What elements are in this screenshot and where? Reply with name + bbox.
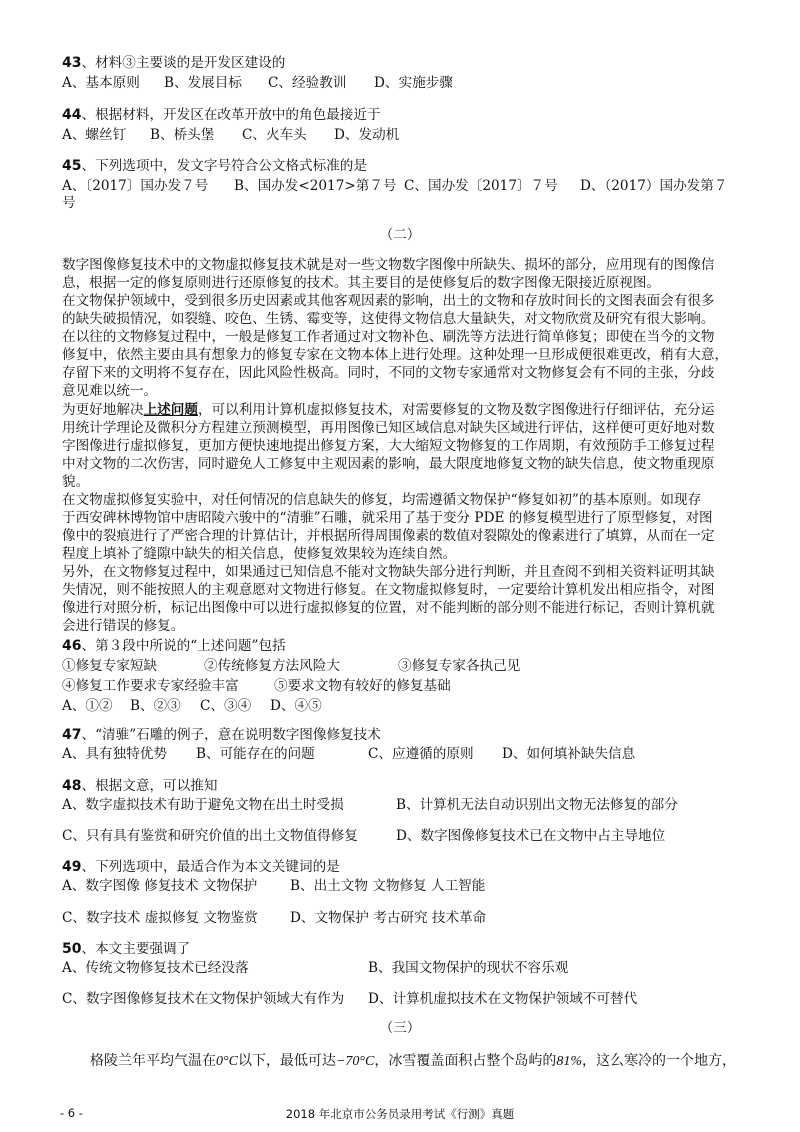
section-heading: （三） bbox=[379, 1020, 421, 1036]
option-c: C、数字技术 虚拟修复 文物鉴赏 bbox=[62, 910, 258, 926]
passage-line: 另外，在文物修复过程中，如果通过已知信息不能对文物缺失部分进行判断，并且查阅不到相关资料证明其缺 bbox=[62, 564, 715, 580]
text-run: ，可以利用计算机虚拟修复技术，对需要修复的文物及数字图像进行仔细评估，充分运 bbox=[197, 402, 715, 418]
question-44-options bbox=[62, 127, 400, 144]
question-46-items-row-2 bbox=[62, 678, 451, 695]
question-text: 、“清骓”石雕的例子，意在说明数字图像修复技术 bbox=[81, 727, 381, 743]
footer-title: 2018 年北京市公务员录用考试《行测》真题 bbox=[285, 1107, 515, 1121]
option-d: D、如何填补缺失信息 bbox=[502, 746, 636, 762]
question-46-options bbox=[62, 698, 322, 715]
option-b: B、出土文物 文物修复 人工智能 bbox=[290, 878, 486, 894]
option-c: C、应遵循的原则 bbox=[368, 746, 474, 762]
option-a: A、〔2017〕国办发７号 bbox=[62, 178, 209, 194]
option-d: D、（2017）国办发第７ bbox=[580, 178, 728, 194]
option-a: A、传统文物修复技术已经没落 bbox=[62, 960, 249, 976]
text-run: ，这么寒冷的一个地方， bbox=[582, 1053, 736, 1069]
text-run: 格陵兰年平均气温在 bbox=[90, 1053, 216, 1069]
passage-line: 的缺失破损情况，如裂缝、咬色、生锈、霉变等，这使得文物信息大量缺失，对文物欣赏及研究有很大影响。 bbox=[62, 311, 715, 327]
passage-line: 存留下来的文明将不复存在，因此风险性极高。同时，不同的文物专家通常对文物修复会有不同的主张，分歧 bbox=[62, 365, 715, 381]
passage-line: 字图像进行虚拟修复，更加方便快速地提出修复方案，大大缩短文物修复的工作周期，有效预防手工修复过程 bbox=[62, 438, 715, 454]
option-c: C、经验教训 bbox=[268, 75, 347, 91]
text-run: 以下，最低可达 bbox=[237, 1053, 336, 1069]
option-d: D、数字图像修复技术已在文物中占主导地位 bbox=[396, 828, 666, 844]
question-text: 、本文主要强调了 bbox=[81, 941, 191, 957]
option-d: D、④⑤ bbox=[270, 698, 322, 714]
option-d: D、实施步骤 bbox=[374, 75, 453, 91]
question-46-items-row-1 bbox=[62, 658, 521, 675]
question-50-options-row-2 bbox=[62, 991, 638, 1008]
statement-item: ①修复专家短缺 bbox=[62, 658, 158, 674]
passage-line bbox=[90, 1053, 736, 1070]
option-d: D、计算机虚拟技术在文物保护领域不可替代 bbox=[368, 991, 638, 1007]
option-a: A、具有独特优势 bbox=[62, 746, 167, 762]
option-a: A、数字图像 修复技术 文物保护 bbox=[62, 878, 258, 894]
question-48-options-row-2 bbox=[62, 828, 666, 845]
option-a: A、①② bbox=[62, 698, 113, 714]
question-text: 、材料③主要谈的是开发区建设的 bbox=[81, 55, 286, 71]
question-46 bbox=[62, 638, 286, 655]
question-50 bbox=[62, 941, 190, 958]
option-c: C、只有具有鉴赏和研究价值的出土文物值得修复 bbox=[62, 828, 358, 844]
text-run: 为更好地解决 bbox=[62, 402, 144, 418]
passage-line: 失情况，则不能按照人的主观意愿对文物进行修复。在文物虚拟修复时，一定要给计算机发出相应指令，对图 bbox=[62, 582, 715, 598]
passage-line: 貌。 bbox=[62, 474, 90, 490]
passage-line: 中对文物的二次伤害，同时避免人工修复中主观因素的影响，最大限度地修复文物的缺失信息，使文物重现原 bbox=[62, 456, 715, 472]
passage-line: 在以往的文物修复过程中，一般是修复工作者通过对文物补色、刷洗等方法进行简单修复；即使在当今的文物 bbox=[62, 329, 715, 345]
passage-line: 在文物保护领域中，受到很多历史因素或其他客观因素的影响，出土的文物和存放时间长的文图表面会有很多 bbox=[62, 293, 715, 309]
percentage-value: 81% bbox=[556, 1054, 582, 1069]
question-48-options-row-1 bbox=[62, 797, 678, 814]
option-d-wrap: 号 bbox=[62, 195, 76, 211]
passage-line: 在文物虚拟修复实验中，对任何情况的信息缺失的修复，均需遵循文物保护“修复如初”的基本原则。如现存 bbox=[62, 492, 702, 508]
section-heading: （二） bbox=[379, 227, 421, 243]
question-number: 45 bbox=[62, 158, 82, 174]
option-c: C、国办发〔2017〕７号 bbox=[404, 178, 558, 194]
option-c: C、火车头 bbox=[242, 127, 307, 143]
option-d: D、文物保护 考古研究 技术革命 bbox=[290, 910, 487, 926]
question-49-options-row-1 bbox=[62, 878, 486, 895]
passage-line: 用统计学理论及微积分方程建立预测模型，再用图像已知区域信息对缺失区域进行评估，这样便可更好地对数 bbox=[62, 420, 715, 436]
passage-line: 修复中，依然主要由具有想象力的修复专家在文物本体上进行处理。这种处理一旦形成便很难更改，稍有大意， bbox=[62, 347, 729, 363]
question-number: 50 bbox=[62, 941, 82, 957]
question-44 bbox=[62, 107, 381, 124]
page-number: - 6 - bbox=[60, 1106, 83, 1120]
option-a: A、基本原则 bbox=[62, 75, 140, 91]
option-b: B、发展目标 bbox=[164, 75, 242, 91]
text-run: ，冰雪覆盖面积占整个岛屿的 bbox=[374, 1053, 557, 1069]
option-b: B、国办发<2017>第７号 bbox=[234, 178, 397, 194]
question-text: 、下列选项中，发文字号符合公文格式标准的是 bbox=[81, 158, 367, 174]
passage-line: 像进行对照分析，标记出图像中可以进行虚拟修复的位置，对不能判断的部分则不能进行标记，否则计算机就 bbox=[62, 600, 715, 616]
temperature-value: 0°C bbox=[216, 1054, 238, 1069]
passage-line: 像中的裂痕进行了严密合理的计算估计，并根据所得周围像素的数值对裂隙处的像素进行了填算，从而在一定 bbox=[62, 528, 715, 544]
option-a: A、数字虚拟技术有助于避免文物在出土时受损 bbox=[62, 797, 344, 813]
question-48 bbox=[62, 778, 217, 795]
question-number: 46 bbox=[62, 638, 82, 654]
question-number: 49 bbox=[62, 859, 82, 875]
question-43-options bbox=[62, 75, 453, 92]
option-c: C、数字图像修复技术在文物保护领域大有作为 bbox=[62, 991, 345, 1007]
passage-line: 数字图像修复技术中的文物虚拟修复技术就是对一些文物数字图像中所缺失、损坏的部分，应用现有的图像信 bbox=[62, 257, 715, 273]
passage-line: 程度上填补了缝隙中缺失的相关信息，使修复效果较为连续自然。 bbox=[62, 546, 457, 562]
question-number: 43 bbox=[62, 55, 82, 71]
statement-item: ③修复专家各执己见 bbox=[398, 658, 521, 674]
question-text: 、根据材料，开发区在改革开放中的角色最接近于 bbox=[81, 107, 381, 123]
question-47 bbox=[62, 727, 381, 744]
question-text: 、下列选项中，最适合作为本文关键词的是 bbox=[81, 859, 340, 875]
option-b: B、我国文物保护的现状不容乐观 bbox=[368, 960, 569, 976]
question-text: 、根据文意，可以推知 bbox=[81, 778, 218, 794]
question-49 bbox=[62, 859, 340, 876]
option-d: D、发动机 bbox=[334, 127, 400, 143]
option-b: B、②③ bbox=[130, 698, 181, 714]
option-b: B、可能存在的问题 bbox=[196, 746, 315, 762]
option-b: B、计算机无法自动识别出文物无法修复的部分 bbox=[396, 797, 678, 813]
underlined-term: 上述问题 bbox=[143, 402, 198, 418]
question-number: 47 bbox=[62, 727, 82, 743]
question-text: 、第３段中所说的“上述问题”包括 bbox=[81, 638, 286, 654]
option-c: C、③④ bbox=[200, 698, 252, 714]
question-45 bbox=[62, 158, 367, 175]
passage-line bbox=[62, 402, 715, 419]
question-43 bbox=[62, 55, 285, 72]
question-number: 48 bbox=[62, 778, 82, 794]
passage-line: 于西安碑林博物馆中唐昭陵六骏中的“清骓”石雕，就采用了基于变分 PDE 的修复模型进行了原型修复，对图 bbox=[62, 510, 713, 526]
question-50-options-row-1 bbox=[62, 960, 569, 977]
statement-item: ②传统修复方法风险大 bbox=[204, 658, 340, 674]
passage-line: 息，根据一定的修复原则进行还原修复的技术。其主要目的是使修复后的数字图像无限接近原视图。 bbox=[62, 275, 661, 291]
question-49-options-row-2 bbox=[62, 910, 487, 927]
question-47-options bbox=[62, 746, 636, 763]
statement-item: ⑤要求文物有较好的修复基础 bbox=[274, 678, 451, 694]
option-a: A、螺丝钉 bbox=[62, 127, 127, 143]
temperature-value: −70°C bbox=[335, 1054, 375, 1069]
passage-line: 会进行错误的修复。 bbox=[62, 618, 185, 634]
passage-line: 意见难以统一。 bbox=[62, 383, 158, 399]
question-45-options bbox=[62, 178, 728, 195]
option-b: B、桥头堡 bbox=[150, 127, 215, 143]
statement-item: ④修复工作要求专家经验丰富 bbox=[62, 678, 239, 694]
question-number: 44 bbox=[62, 107, 82, 123]
